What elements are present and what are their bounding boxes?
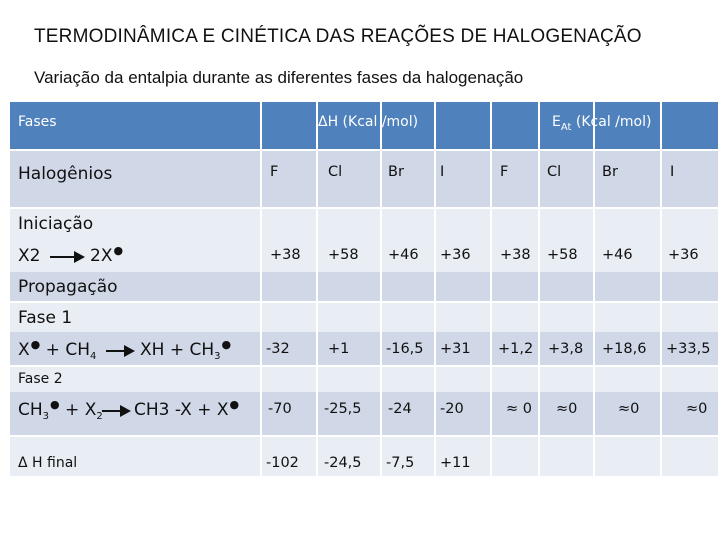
iniciacao-eat-cl: +58 <box>547 247 578 263</box>
dh-col-i: I <box>440 164 445 180</box>
fase2-dh-cl: -25,5 <box>324 401 362 417</box>
iniciacao-dh-cl: +58 <box>328 247 359 263</box>
fase1-eat-f: +1,2 <box>498 341 534 357</box>
dh-col-cl: Cl <box>328 164 343 180</box>
eat-col-br: Br <box>602 164 618 180</box>
iniciacao-eat-i: +36 <box>668 247 699 263</box>
eat-col-i: I <box>670 164 675 180</box>
reaction-arrow-icon <box>102 404 132 418</box>
dh-col-br: Br <box>388 164 404 180</box>
header-eat: $E_{At}$ (Kcal /mol) <box>552 114 652 133</box>
fase1-dh-cl: +1 <box>328 341 350 357</box>
iniciacao-reactant: X2 <box>18 246 41 266</box>
halogenation-table <box>10 102 718 476</box>
iniciacao-eat-br: +46 <box>602 247 633 263</box>
final-label: Δ H final <box>18 455 78 471</box>
fase1-products: XH + $CH_3^●$ <box>140 338 232 362</box>
final-row <box>10 436 718 476</box>
iniciacao-label-row <box>10 208 718 238</box>
page-title: TERMODINÂMICA E CINÉTICA DAS REAÇÕES DE HALOGENAÇÃO <box>34 26 642 47</box>
dh-col-f: F <box>270 164 279 180</box>
fase2-eat-i: ≈0 <box>686 401 708 417</box>
fase1-eat-i: +33,5 <box>666 341 711 357</box>
fase2-dh-i: -20 <box>440 401 464 417</box>
fase1-dh-i: +31 <box>440 341 471 357</box>
iniciacao-dh-i: +36 <box>440 247 471 263</box>
fase2-reactants: $CH_3^● + X_2$ <box>18 398 103 422</box>
eat-col-cl: Cl <box>547 164 562 180</box>
fase1-eat-br: +18,6 <box>602 341 647 357</box>
fase2-label: Fase 2 <box>18 371 63 387</box>
fase2-dh-f: -70 <box>268 401 292 417</box>
fase2-eat-cl: ≈0 <box>556 401 578 417</box>
iniciacao-dh-f: +38 <box>270 247 301 263</box>
final-dh-f: -102 <box>266 455 299 471</box>
iniciacao-dh-br: +46 <box>388 247 419 263</box>
fase2-eat-br: ≈0 <box>618 401 640 417</box>
header-fases: Fases <box>18 114 57 130</box>
iniciacao-label: Iniciação <box>18 214 94 234</box>
fase1-dh-br: -16,5 <box>386 341 424 357</box>
final-dh-i: +11 <box>440 455 471 471</box>
reaction-arrow-icon <box>106 344 136 358</box>
page-subtitle: Variação da entalpia durante as diferentes fases da halogenação <box>34 68 524 87</box>
header-delta-h: ΔH (Kcal /mol) <box>318 114 419 130</box>
fase1-dh-f: -32 <box>266 341 290 357</box>
fase1-reactants: $X^● + CH_4$ <box>18 338 97 362</box>
fase2-label-row <box>10 366 718 392</box>
propagacao-label: Propagação <box>18 277 118 297</box>
fase2-dh-br: -24 <box>388 401 412 417</box>
eat-col-f: F <box>500 164 509 180</box>
fase1-label-row <box>10 302 718 332</box>
final-dh-br: -7,5 <box>386 455 415 471</box>
fase1-eat-cl: +3,8 <box>548 341 584 357</box>
halogens-label: Halogênios <box>18 164 113 184</box>
fase2-products: CH3 -X + X● <box>134 398 240 420</box>
fase2-eat-f: ≈ 0 <box>506 401 532 417</box>
iniciacao-eat-f: +38 <box>500 247 531 263</box>
final-dh-cl: -24,5 <box>324 455 362 471</box>
fase1-label: Fase 1 <box>18 308 73 328</box>
iniciacao-product: 2X● <box>90 244 124 266</box>
reaction-arrow-icon <box>50 250 86 264</box>
